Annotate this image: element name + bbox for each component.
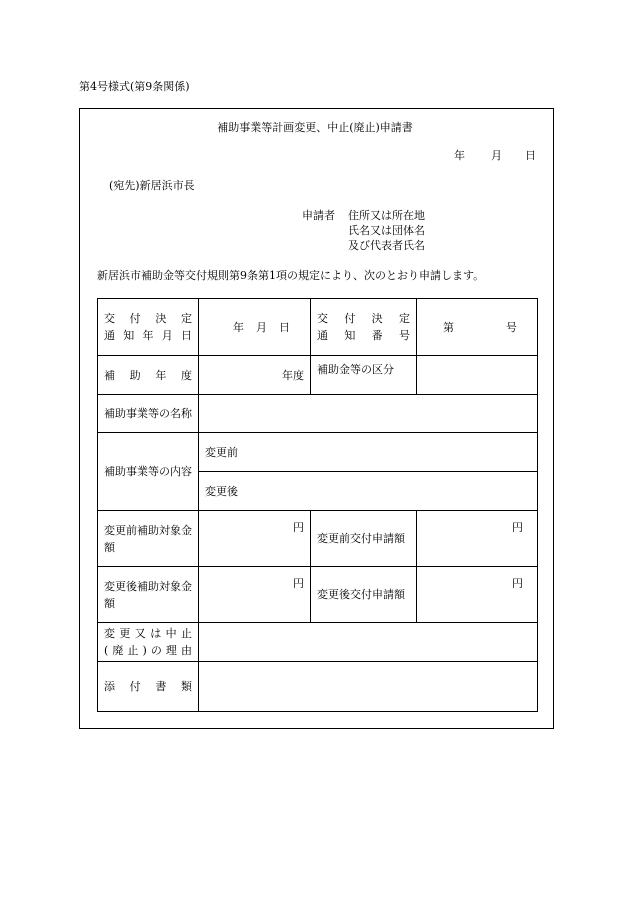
applicant-address-label: 住所又は所在地 xyxy=(348,209,425,222)
table-row-reason xyxy=(98,623,538,662)
notice-date-label-cell xyxy=(98,299,199,356)
table-row-amount-before xyxy=(98,511,538,567)
eligible-amount-after-value-cell[interactable] xyxy=(199,567,311,623)
project-content-before-cell[interactable] xyxy=(199,433,538,472)
eligible-amount-before-label-cell xyxy=(98,511,199,567)
project-content-before-label: 変更前 xyxy=(205,445,238,459)
notice-date-year: 年 xyxy=(233,320,244,334)
attachments-label-cell xyxy=(98,662,199,712)
notice-number-prefix: 第 xyxy=(443,320,454,334)
notice-number-suffix: 号 xyxy=(506,320,517,334)
eligible-amount-before-yen: 円 xyxy=(293,521,304,534)
notice-date-label-line1: 交付決定 xyxy=(104,312,192,325)
subsidy-category-label: 補助金等の区分 xyxy=(317,363,394,376)
grant-amount-after-label: 変更後交付申請額 xyxy=(317,588,405,601)
fiscal-year-suffix: 年度 xyxy=(282,368,304,382)
eligible-amount-before-value-cell[interactable] xyxy=(199,511,311,567)
form-number: 第4号様式(第9条関係) xyxy=(79,80,190,93)
subsidy-category-value-cell[interactable] xyxy=(417,356,538,395)
grant-amount-before-label: 変更前交付申請額 xyxy=(317,532,405,545)
application-statement: 新居浜市補助金等交付規則第9条第1項の規定により、次のとおり申請します。 xyxy=(97,269,485,282)
eligible-amount-after-label-cell xyxy=(98,567,199,623)
notice-date-day: 日 xyxy=(279,320,290,334)
applicant-rep-label: 及び代表者氏名 xyxy=(348,239,425,252)
project-name-label-cell xyxy=(98,395,199,433)
applicant-name-label: 氏名又は団体名 xyxy=(348,224,425,237)
table-row-project-name xyxy=(98,395,538,433)
project-name-value-cell[interactable] xyxy=(199,395,538,433)
reason-label-line1: 変更又は中止 xyxy=(104,627,192,640)
grant-amount-before-value-cell[interactable] xyxy=(417,511,538,567)
eligible-amount-before-label: 変更前補助対象金額 xyxy=(104,523,192,554)
table-row-project-content-before xyxy=(98,433,538,472)
table-row-amount-after xyxy=(98,567,538,623)
attachments-label: 添付書類 xyxy=(104,680,192,693)
notice-number-label-line2: 通知番号 xyxy=(317,329,410,342)
grant-amount-before-label-cell xyxy=(311,511,417,567)
project-name-label: 補助事業等の名称 xyxy=(104,407,192,420)
grant-amount-after-label-cell xyxy=(311,567,417,623)
grant-amount-before-yen: 円 xyxy=(512,521,523,534)
fiscal-year-label-cell xyxy=(98,356,199,395)
notice-number-label-cell xyxy=(311,299,417,356)
table-row-notice xyxy=(98,299,538,356)
reason-value-cell[interactable] xyxy=(199,623,538,662)
notice-date-value-cell[interactable] xyxy=(199,299,311,356)
eligible-amount-after-label: 変更後補助対象金額 xyxy=(104,579,192,610)
reason-label-cell xyxy=(98,623,199,662)
attachments-value-cell[interactable] xyxy=(199,662,538,712)
form-title: 補助事業等計画変更、中止(廃止)申請書 xyxy=(217,121,413,134)
date-day-label: 日 xyxy=(525,149,536,162)
notice-number-label-line1: 交付決定 xyxy=(317,312,410,325)
fiscal-year-label: 補助年度 xyxy=(104,368,192,382)
project-content-after-label: 変更後 xyxy=(205,484,238,498)
project-content-label-cell xyxy=(98,433,199,511)
table-row-attachments xyxy=(98,662,538,712)
application-table xyxy=(97,298,538,712)
project-content-after-cell[interactable] xyxy=(199,472,538,511)
applicant-label: 申請者 xyxy=(302,209,335,222)
notice-date-label-line2: 通知年月日 xyxy=(104,329,192,342)
subsidy-category-label-cell xyxy=(311,356,417,395)
reason-label-line2: (廃止)の理由 xyxy=(104,644,192,657)
notice-number-value-cell[interactable] xyxy=(417,299,538,356)
notice-date-month: 月 xyxy=(256,320,267,334)
project-content-label: 補助事業等の内容 xyxy=(104,465,192,478)
addressee: (宛先)新居浜市長 xyxy=(109,179,195,192)
table-row-fiscal-year xyxy=(98,356,538,395)
grant-amount-after-value-cell[interactable] xyxy=(417,567,538,623)
fiscal-year-value-cell[interactable] xyxy=(199,356,311,395)
eligible-amount-after-yen: 円 xyxy=(293,577,304,590)
date-month-label: 月 xyxy=(491,149,502,162)
grant-amount-after-yen: 円 xyxy=(512,577,523,590)
date-year-label: 年 xyxy=(454,149,465,162)
